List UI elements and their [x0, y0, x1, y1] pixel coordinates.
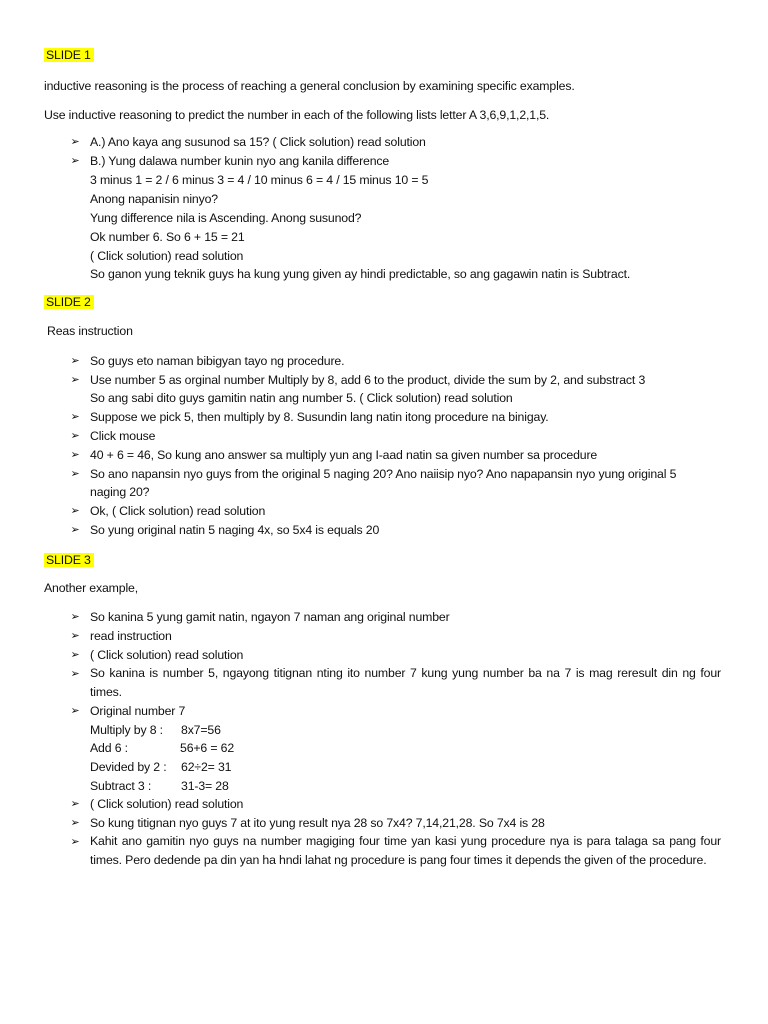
slide1-heading-text: SLIDE 1 [44, 48, 94, 62]
bullet-arrow-icon: ➢ [70, 836, 80, 848]
bullet-arrow-icon: ➢ [70, 630, 80, 642]
list-item: Use number 5 as orginal number Multiply by 8, add 6 to the product, divide the sum by 2, and substract 3 [90, 373, 646, 387]
list-item-continuation: ( Click solution) read solution [90, 249, 244, 263]
list-item-continuation: naging 20? [90, 485, 150, 499]
list-item: So kung titignan nyo guys 7 at ito yung result nya 28 so 7x4? 7,14,21,28. So 7x4 is 28 [90, 816, 545, 830]
list-item-continuation: Ok number 6. So 6 + 15 = 21 [90, 230, 245, 244]
list-item: Click mouse [90, 429, 156, 443]
list-item: read instruction [90, 629, 172, 643]
slide2-heading [44, 294, 94, 310]
slide1-heading [44, 47, 94, 63]
bullet-arrow-icon: ➢ [70, 468, 80, 480]
bullet-arrow-icon: ➢ [70, 355, 80, 367]
bullet-arrow-icon: ➢ [70, 611, 80, 623]
list-item-continuation: Yung difference nila is Ascending. Anong susunod? [90, 211, 362, 225]
list-item: ( Click solution) read solution [90, 797, 244, 811]
bullet-arrow-icon: ➢ [70, 798, 80, 810]
list-item-continuation: Anong napanisin ninyo? [90, 192, 218, 206]
list-item: 40 + 6 = 46, So kung ano answer sa multiply yun ang I-aad natin sa given number sa procedure [90, 448, 598, 462]
list-item: B.) Yung dalawa number kunin nyo ang kanila difference [90, 154, 390, 168]
step-value: 8x7=56 [181, 723, 221, 737]
list-item: Ok, ( Click solution) read solution [90, 504, 266, 518]
step-value: 56+6 = 62 [180, 741, 235, 755]
list-item: So ano napansin nyo guys from the original 5 naging 20? Ano naiisip nyo? Ano napapansin nyo yung original 5 [90, 467, 677, 481]
bullet-arrow-icon: ➢ [70, 668, 80, 680]
bullet-arrow-icon: ➢ [70, 817, 80, 829]
list-item: Kahit ano gamitin nyo guys na number magiging four time yan kasi yung procedure nya is para talaga sa pang four times. Pero dedende pa din yan ha hndi lahat ng procedure is pang four times it depends the given of the procedure. [90, 834, 721, 867]
list-item: A.) Ano kaya ang susunod sa 15? ( Click solution) read solution [90, 135, 426, 149]
bullet-arrow-icon: ➢ [70, 155, 80, 167]
bullet-arrow-icon: ➢ [70, 430, 80, 442]
list-item: Original number 7 [90, 704, 186, 718]
list-item-continuation: So ang sabi dito guys gamitin natin ang number 5. ( Click solution) read solution [90, 391, 513, 405]
step-label: Subtract 3 : [90, 779, 152, 793]
bullet-arrow-icon: ➢ [70, 411, 80, 423]
list-item: So kanina is number 5, ngayong titignan nting ito number 7 kung yung number ba na 7 is mag reresult din ng four times. [90, 666, 721, 699]
list-item: ( Click solution) read solution [90, 648, 244, 662]
slide2-paragraph: Reas instruction [47, 324, 133, 338]
list-item-continuation: 3 minus 1 = 2 / 6 minus 3 = 4 / 10 minus 6 = 4 / 15 minus 10 = 5 [90, 173, 429, 187]
bullet-arrow-icon: ➢ [70, 705, 80, 717]
list-item: So guys eto naman bibigyan tayo ng procedure. [90, 354, 345, 368]
slide3-heading [44, 552, 94, 568]
bullet-arrow-icon: ➢ [70, 524, 80, 536]
slide2-heading-text: SLIDE 2 [44, 295, 94, 309]
bullet-arrow-icon: ➢ [70, 449, 80, 461]
list-item: So kanina 5 yung gamit natin, ngayon 7 naman ang original number [90, 610, 450, 624]
bullet-arrow-icon: ➢ [70, 136, 80, 148]
step-label: Multiply by 8 : [90, 723, 163, 737]
step-value: 62÷2= 31 [181, 760, 232, 774]
slide3-heading-text: SLIDE 3 [44, 553, 94, 567]
list-item: So yung original natin 5 naging 4x, so 5x4 is equals 20 [90, 523, 380, 537]
bullet-arrow-icon: ➢ [70, 505, 80, 517]
slide3-paragraph: Another example, [44, 581, 138, 595]
slide1-paragraph: inductive reasoning is the process of reaching a general conclusion by examining specific examples. [44, 79, 575, 93]
step-label: Devided by 2 : [90, 760, 167, 774]
step-value: 31-3= 28 [181, 779, 229, 793]
bullet-arrow-icon: ➢ [70, 649, 80, 661]
step-label: Add 6 : [90, 741, 128, 755]
list-item: Suppose we pick 5, then multiply by 8. Susundin lang natin itong procedure na binigay. [90, 410, 549, 424]
slide1-paragraph: Use inductive reasoning to predict the number in each of the following lists letter A 3,6,9,1,2,1,5. [44, 108, 550, 122]
list-item-continuation: So ganon yung teknik guys ha kung yung given ay hindi predictable, so ang gagawin natin is Subtract. [90, 267, 631, 281]
bullet-arrow-icon: ➢ [70, 374, 80, 386]
